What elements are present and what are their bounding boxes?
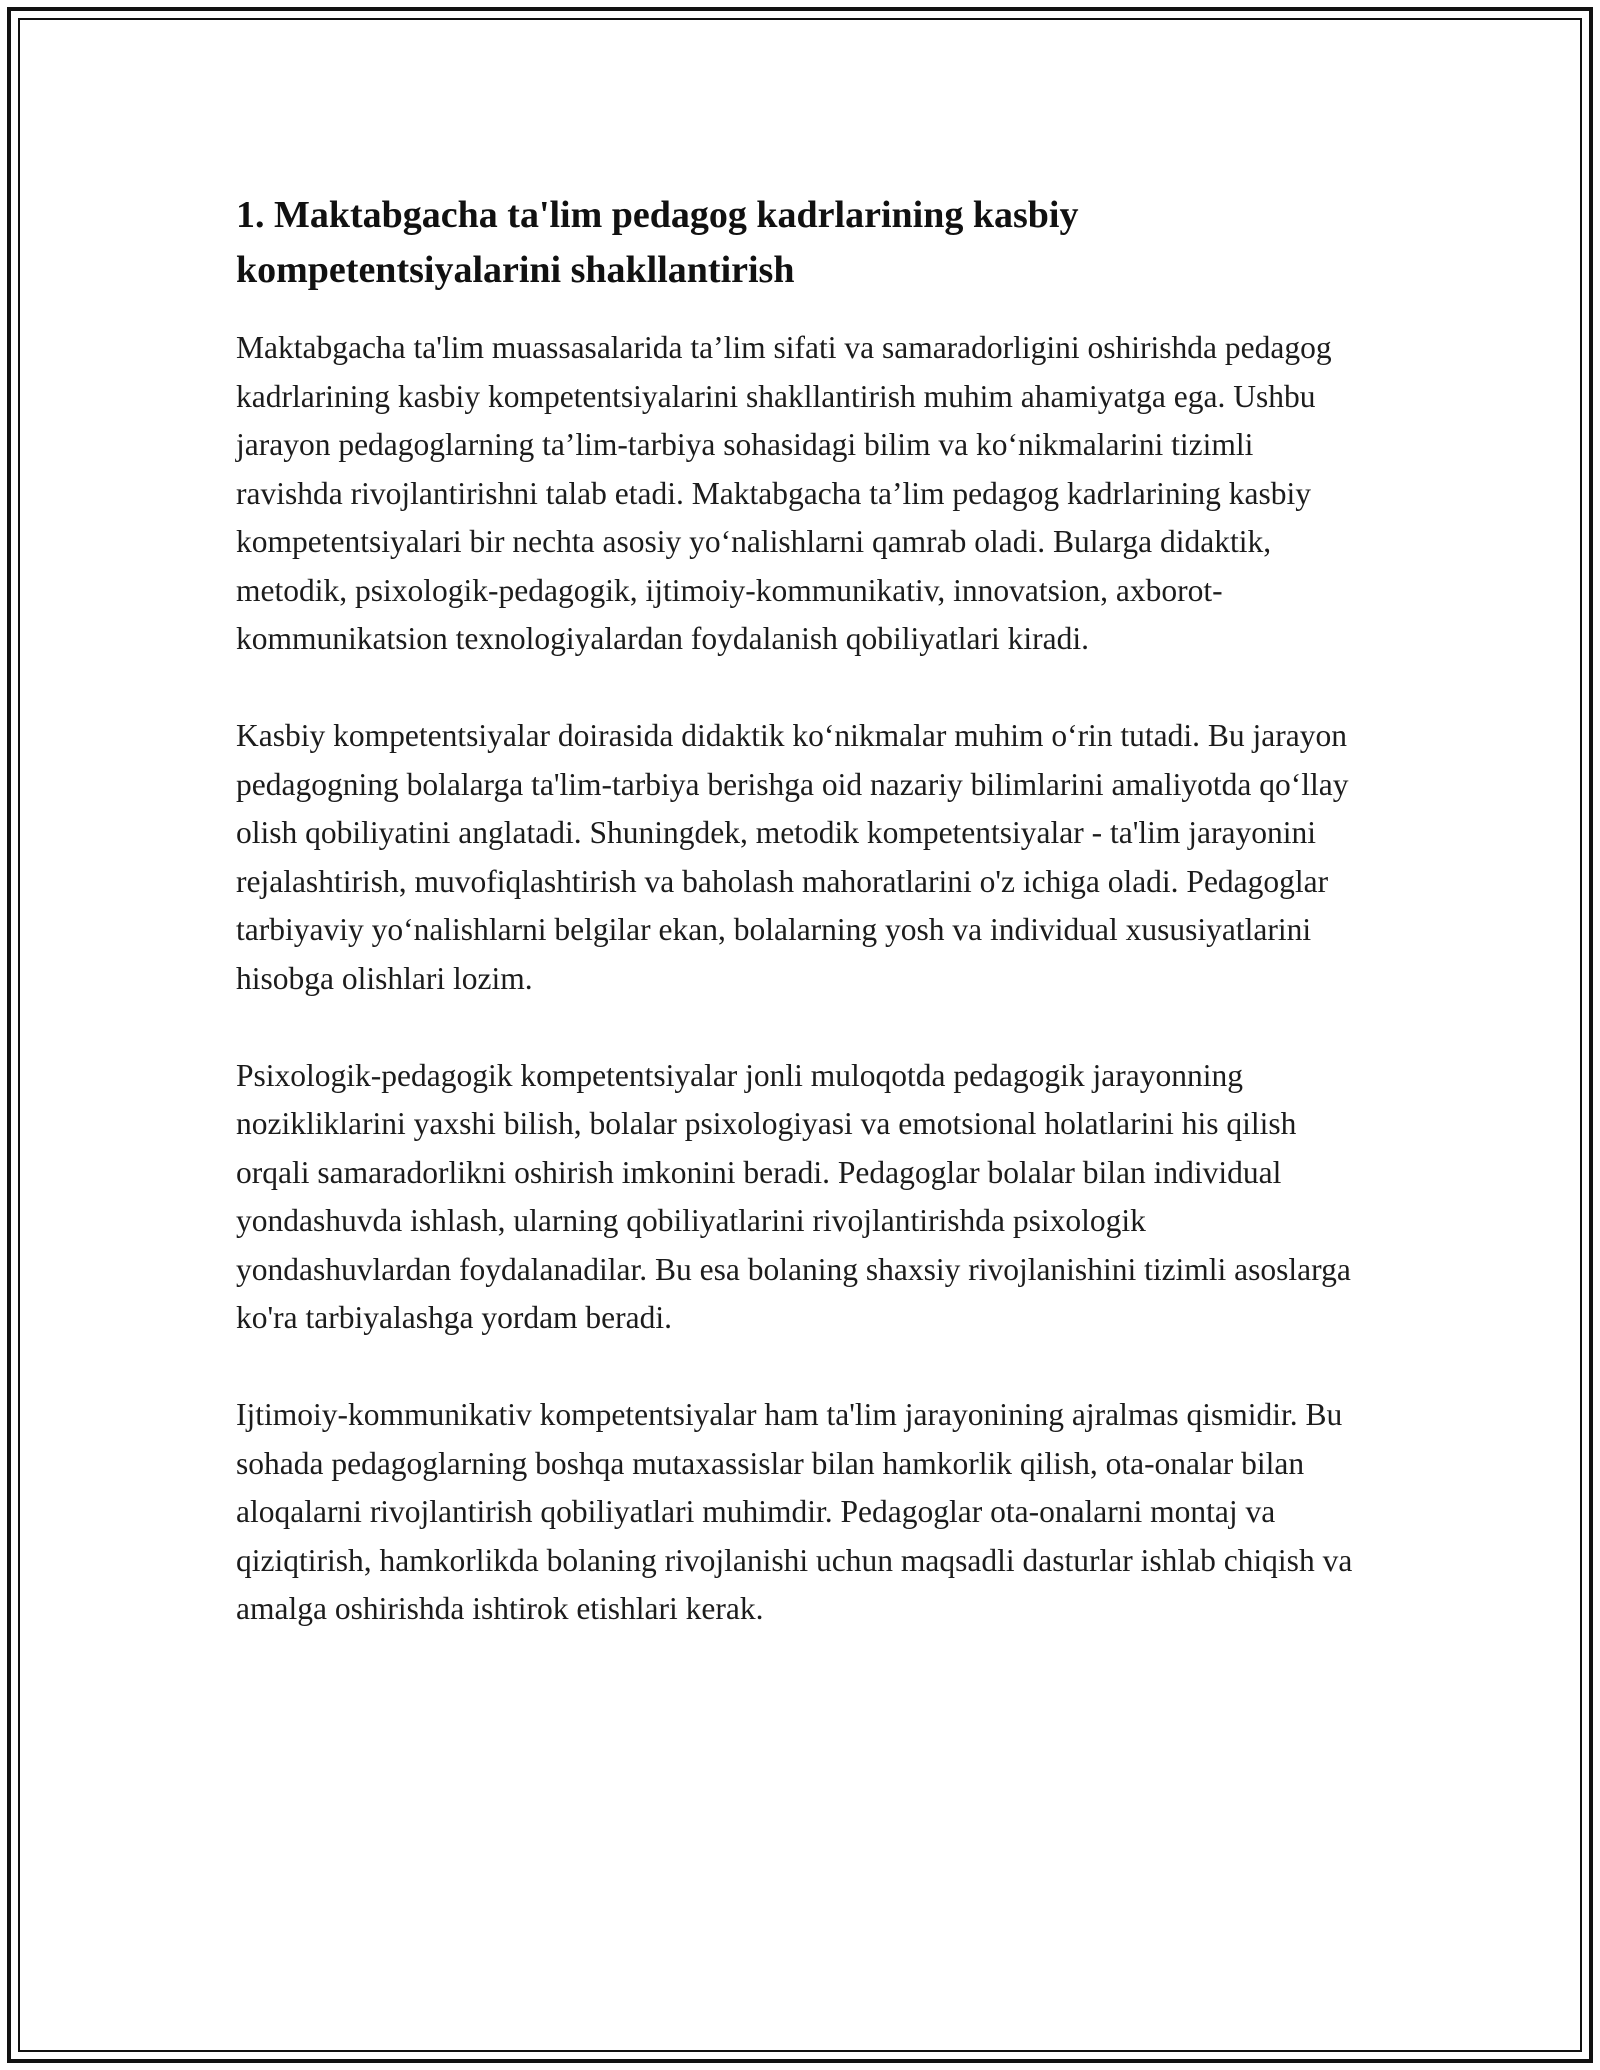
paragraph-3: Psixologik-pedagogik kompetentsiyalar jonli muloqotda pedagogik jarayonning nozikliklarini yaxshi bilish, bolalar psixologiyasi va emotsional holatlarini his qilish orqali samaradorlikni oshirish imkonini beradi. Pedagoglar bolalar bilan individual yondashuvda ishlash, ularning qobiliyatlarini rivojlantirishda psixologik yondashuvlardan foydalanadilar. Bu esa bolaning shaxsiy rivojlanishini tizimli asoslarga ko'ra tarbiyalashga yordam beradi. — [236, 1057, 1351, 1335]
paragraph-4: Ijtimoiy-kommunikativ kompetentsiyalar ham ta'lim jarayonining ajralmas qismidir. Bu sohada pedagoglarning boshqa mutaxassislar bilan hamkorlik qilish, ota-onalar bilan aloqalarni rivojlantirish qobiliyatlari muhimdir. Pedagoglar ota-onalarni montaj va qiziqtirish, hamkorlikda bolaning rivojlanishi uchun maqsadli dasturlar ishlab chiqish va amalga oshirishda ishtirok etishlari kerak. — [236, 1397, 1353, 1626]
paragraph-1: Maktabgacha ta'lim muassasalarida ta’lim sifati va samaradorligini oshirishda pedagog kadrlarining kasbiy kompetentsiyalarini shakllantirish muhim ahamiyatga ega. Ushbu jarayon pedagoglarning ta’lim-tarbiya sohasidagi bilim va ko‘nikmalarini tizimli ravishda rivojlantirishni talab etadi. Maktabgacha ta’lim pedagog kadrlarining kasbiy kompetentsiyalari bir nechta asosiy yo‘nalishlarni qamrab oladi. Bularga didaktik, metodik, psixologik-pedagogik, ijtimoiy-kommunikativ, innovatsion, axborot-kommunikatsion texnologiyalardan foydalanish qobiliyatlari kiradi. — [236, 330, 1332, 656]
document-body — [236, 188, 1366, 1682]
paragraph-2: Kasbiy kompetentsiyalar doirasida didaktik ko‘nikmalar muhim o‘rin tutadi. Bu jarayon pedagogning bolalarga ta'lim-tarbiya berishga oid nazariy bilimlarini amaliyotda qo‘llay olish qobiliyatini anglatadi. Shuningdek, metodik kompetentsiyalar - ta'lim jarayonini rejalashtirish, muvofiqlashtirish va baholash mahoratlarini o'z ichiga oladi. Pedagoglar tarbiyaviy yo‘nalishlarni belgilar ekan, bolalarning yosh va individual xususiyatlarini hisobga olishlari lozim. — [236, 718, 1349, 996]
section-heading: 1. Maktabgacha ta'lim pedagog kadrlarining kasbiy kompetentsiyalarini shakllantirish — [236, 194, 1079, 291]
